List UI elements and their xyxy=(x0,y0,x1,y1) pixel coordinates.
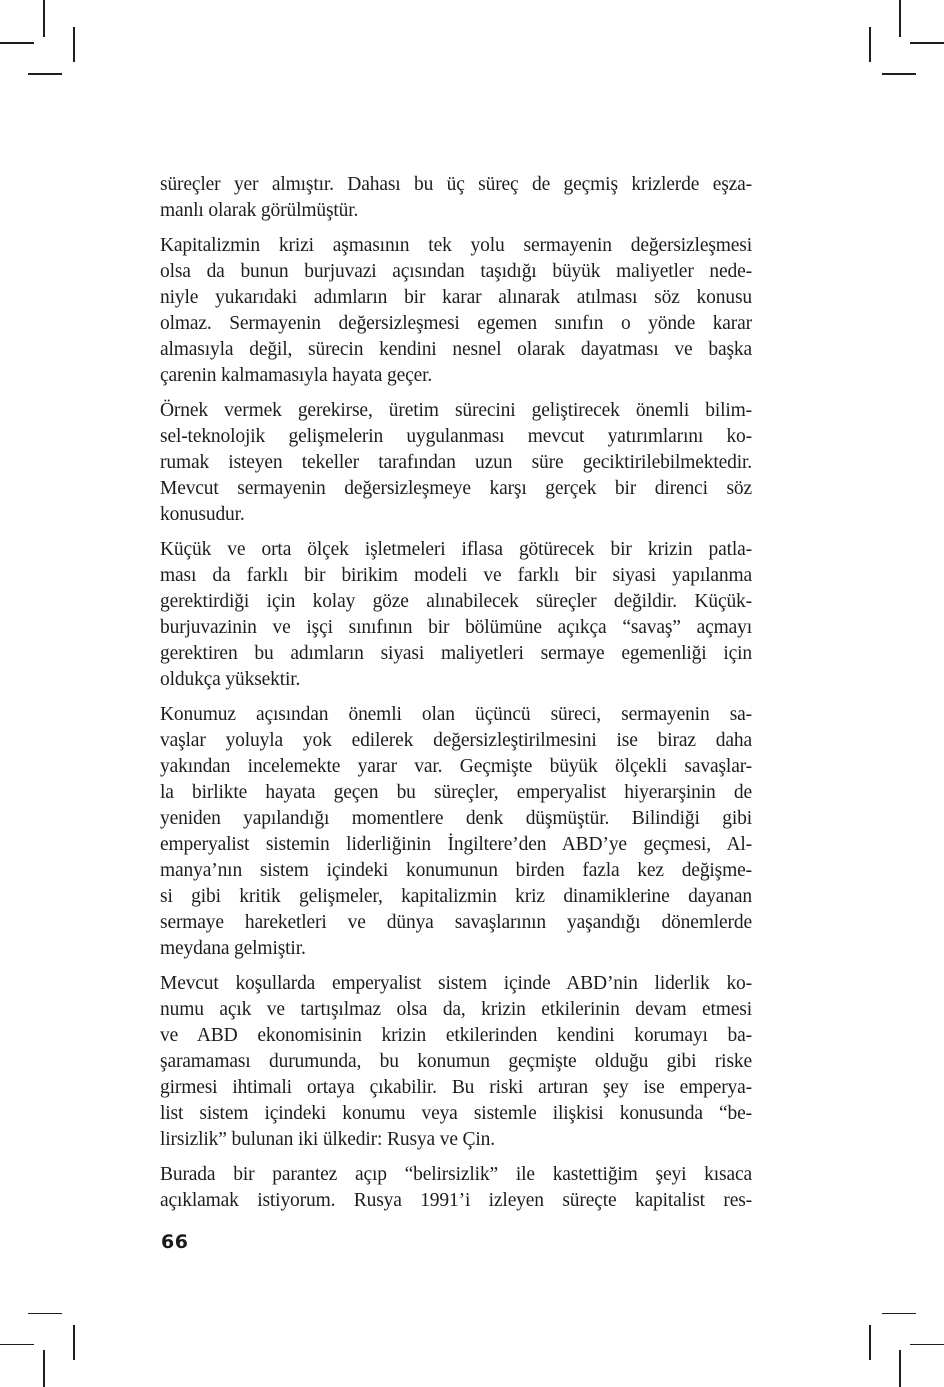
text-line: girmesi ihtimali ortaya çıkabilir. Bu riski artıran şey ise emperya- xyxy=(160,1077,752,1098)
text-line: şaramaması durumunda, bu konumun geçmişte olduğu gibi riske xyxy=(160,1051,752,1072)
text-line: vaşlar yoluyla yok edilerek değersizleştirilmesini ise biraz daha xyxy=(160,730,752,751)
text-line: la birlikte hayata geçen bu süreçler, emperyalist hiyerarşinin de xyxy=(160,782,752,803)
paragraph xyxy=(160,172,752,224)
text-line: niyle yukarıdaki adımların bir karar alınarak atılması söz konusu xyxy=(160,287,752,308)
crop-mark-line xyxy=(28,1313,62,1315)
crop-mark-line xyxy=(73,1325,75,1360)
paragraph xyxy=(160,1162,752,1214)
text-line: meydana gelmiştir. xyxy=(160,938,306,959)
page-number: 66 xyxy=(161,1231,189,1253)
crop-mark-line xyxy=(899,0,901,37)
paragraph xyxy=(160,398,752,528)
text-line: Burada bir parantez açıp “belirsizlik” ile kastettiğim şeyi kısaca xyxy=(160,1164,752,1185)
text-line: Mevcut sermayenin değersizleşmeye karşı gerçek bir direnci söz xyxy=(160,478,752,499)
text-line: emperyalist sistemin liderliğinin İngiltere’den ABD’ye geçmesi, Al- xyxy=(160,834,752,855)
text-line: açıklamak istiyorum. Rusya 1991’i izleyen süreçte kapitalist res- xyxy=(160,1190,752,1211)
text-line: sel-teknolojik gelişmelerin uygulanması mevcut yatırımlarını ko- xyxy=(160,426,752,447)
text-line: olsa da bunun burjuvazi açısından taşıdığı büyük maliyetler nede- xyxy=(160,261,752,282)
paragraph xyxy=(160,702,752,962)
text-line: olmaz. Sermayenin değersizleşmesi egemen sınıfın o yönde karar xyxy=(160,313,752,334)
text-line: çarenin kalmamasıyla hayata geçer. xyxy=(160,365,433,386)
text-line: yeniden yapılandığı momentlere denk düşmüştür. Bilindiği gibi xyxy=(160,808,752,829)
paragraph xyxy=(160,537,752,693)
text-line: lirsizlik” bulunan iki ülkedir: Rusya ve Çin. xyxy=(160,1129,495,1150)
crop-mark-line xyxy=(43,0,45,37)
text-line: si gibi kritik gelişmeler, kapitalizmin kriz dinamiklerine dayanan xyxy=(160,886,752,907)
paragraph xyxy=(160,971,752,1153)
crop-mark-line xyxy=(0,42,34,44)
text-line: Konumuz açısından önemli olan üçüncü süreci, sermayenin sa- xyxy=(160,704,752,725)
text-line: Örnek vermek gerekirse, üretim sürecini geliştirecek önemli bilim- xyxy=(160,400,752,421)
page-text xyxy=(160,172,752,1223)
text-line: numu açık ve tartışılmaz olsa da, krizin etkilerinin devam etmesi xyxy=(160,999,752,1020)
crop-mark-line xyxy=(0,1344,34,1346)
paragraph xyxy=(160,233,752,389)
text-line: gerektiren bu adımların siyasi maliyetleri sermaye egemenliği için xyxy=(160,643,752,664)
crop-mark-line xyxy=(28,73,62,75)
crop-mark-line xyxy=(73,27,75,62)
crop-mark-line xyxy=(43,1350,45,1387)
text-line: sermaye hareketleri ve dünya savaşlarının yaşandığı dönemlerde xyxy=(160,912,752,933)
text-line: yakından incelemekte yarar var. Geçmişte büyük ölçekli savaşlar- xyxy=(160,756,752,777)
crop-mark-line xyxy=(910,42,944,44)
text-line: ması da farklı bir birikim modeli ve farklı bir siyasi yapılanma xyxy=(160,565,752,586)
crop-mark-line xyxy=(910,1344,944,1346)
text-line: Küçük ve orta ölçek işletmeleri iflasa götürecek bir krizin patla- xyxy=(160,539,752,560)
crop-mark-line xyxy=(869,27,871,62)
crop-mark-line xyxy=(882,73,916,75)
text-line: almasıyla değil, sürecin kendini nesnel olarak dayatması ve başka xyxy=(160,339,752,360)
crop-mark-line xyxy=(899,1350,901,1387)
crop-mark-line xyxy=(882,1313,916,1315)
text-line: burjuvazinin ve işçi sınıfının bir bölümüne açıkça “savaş” açmayı xyxy=(160,617,752,638)
text-line: Mevcut koşullarda emperyalist sistem içinde ABD’nin liderlik ko- xyxy=(160,973,752,994)
crop-mark-line xyxy=(869,1325,871,1360)
text-line: ve ABD ekonomisinin krizin etkilerinden kendini korumayı ba- xyxy=(160,1025,752,1046)
text-line: süreçler yer almıştır. Dahası bu üç süreç de geçmiş krizlerde eşza- xyxy=(160,174,752,195)
text-line: oldukça yüksektir. xyxy=(160,669,301,690)
text-line: Kapitalizmin krizi aşmasının tek yolu sermayenin değersizleşmesi xyxy=(160,235,752,256)
text-line: rumak isteyen tekeller tarafından uzun süre geciktirilebilmektedir. xyxy=(160,452,752,473)
text-line: manlı olarak görülmüştür. xyxy=(160,200,359,221)
text-line: list sistem içindeki konumu veya sistemle ilişkisi konusunda “be- xyxy=(160,1103,752,1124)
text-line: manya’nın sistem içindeki konumunun birden fazla kez değişme- xyxy=(160,860,752,881)
text-line: konusudur. xyxy=(160,504,245,525)
text-line: gerektirdiği için kolay göze alınabilecek süreçler değildir. Küçük- xyxy=(160,591,752,612)
